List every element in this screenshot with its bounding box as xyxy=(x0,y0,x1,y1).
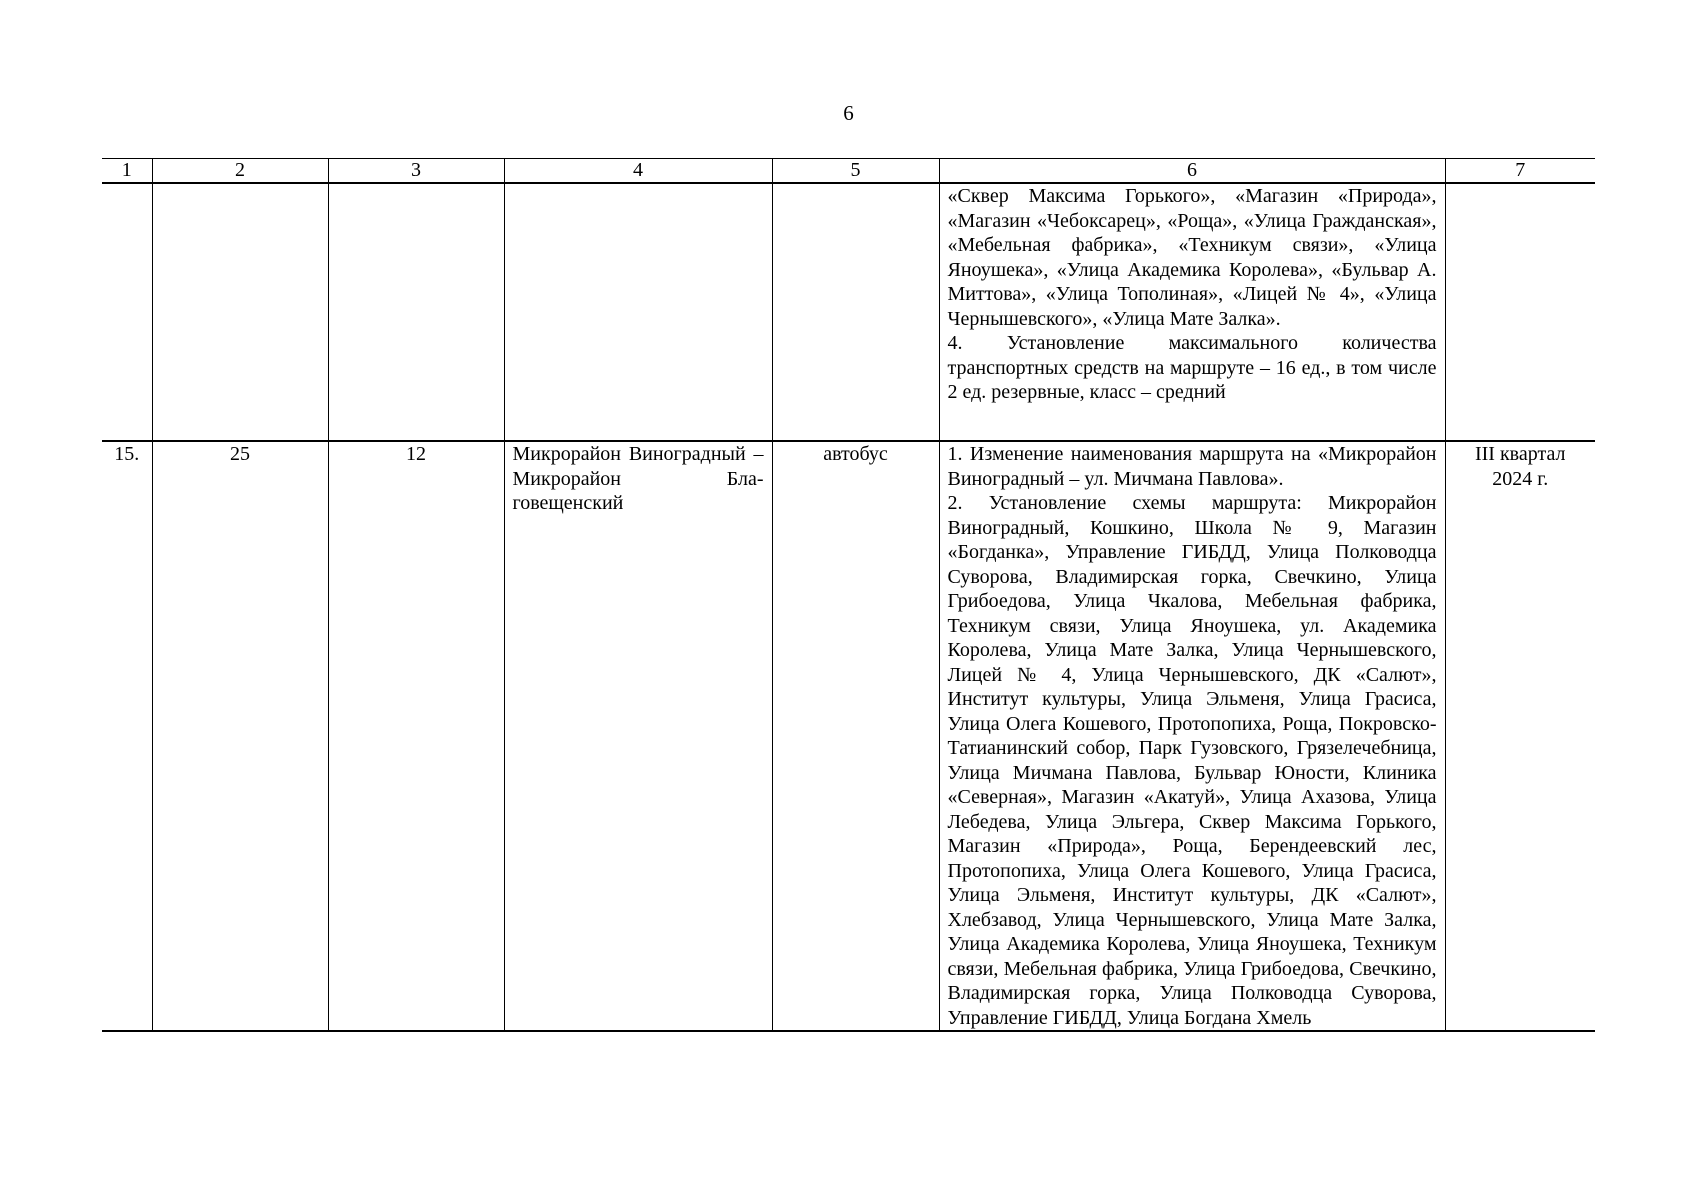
header-cell-1: 1 xyxy=(102,159,152,184)
header-cell-6: 6 xyxy=(939,159,1445,184)
cell-col3 xyxy=(328,183,504,441)
cell-changes xyxy=(939,183,1445,441)
changes-paragraph: «Сквер Максима Горького», «Магазин «Природа», «Магазин «Чебоксарец», «Роща», «Улица Гражданская», «Мебельная фабрика», «Техникум связи», «Улица Яноушека», «Улица Академика Королева», «Бульвар А. Миттова», «Улица Тополиная», «Лицей № 4», «Улица Чернышевского», «Улица Мате Залка». xyxy=(947,185,1437,330)
cell-col2: 25 xyxy=(152,441,328,1031)
cell-number xyxy=(102,183,152,441)
cell-period xyxy=(1445,183,1595,441)
changes-paragraph: 2. Установление схемы маршрута: Микрорайон Виноградный, Кошкино, Школа № 9, Магазин «Богданка», Управление ГИБДД, Улица Полководца Суворова, Владимирская горка, Свечкино, Улица Грибоедова, Улица Чкалова, Мебельная фабрика, Техникум связи, Улица Яноушека, ул. Академика Королева, Улица Мате Залка, Улица Чернышевского, Лицей № 4, Улица Чернышевского, ДК «Салют», Институт культуры, Улица Эльменя, Улица Грасиса, Улица Олега Кошевого, Протопопиха, Роща, Покровско-Татианинский собор, Парк Гузовского, Грязелечебница, Улица Мичмана Павлова, Бульвар Юности, Клиника «Северная», Магазин «Акатуй», Улица Ахазова, Улица Лебедева, Улица Эльгера, Сквер Максима Горького, Магазин «Природа», Роща, Берендеевский лес, Протопопиха, Улица Олега Кошевого, Улица Грасиса, Улица Эльменя, Институт культуры, ДК «Салют», Хлебзавод, Улица Чернышевского, Улица Мате Залка, Улица Академика Королева, Улица Яноушека, Техникум связи, Мебельная фабрика, Улица Грибоедова, Свечкино, Владимирская горка, Улица Полководца Суворова, Управление ГИБДД, Улица Богдана Хмель xyxy=(947,492,1437,1029)
cell-period: III квартал 2024 г. xyxy=(1445,441,1595,1031)
header-cell-3: 3 xyxy=(328,159,504,184)
cell-col3: 12 xyxy=(328,441,504,1031)
cell-route-name: Микрорайон Виноградный – Микрорайон Благовещенский xyxy=(504,441,772,1031)
route-table xyxy=(102,158,1595,1032)
cell-changes xyxy=(939,441,1445,1031)
cell-col2 xyxy=(152,183,328,441)
changes-paragraph: 4. Установление максимального количества транспортных средств на маршруте – 16 ед., в том числе 2 ед. резервные, класс – средний xyxy=(947,332,1437,403)
cell-transport-type xyxy=(772,183,939,441)
table-row-continuation xyxy=(102,183,1595,441)
cell-transport-type: автобус xyxy=(772,441,939,1031)
header-cell-4: 4 xyxy=(504,159,772,184)
changes-paragraph: 1. Изменение наименования маршрута на «Микрорайон Виноградный – ул. Мичмана Павлова». xyxy=(947,443,1437,490)
cell-number: 15. xyxy=(102,441,152,1031)
header-cell-7: 7 xyxy=(1445,159,1595,184)
header-cell-2: 2 xyxy=(152,159,328,184)
table-row-15 xyxy=(102,441,1595,1031)
header-cell-5: 5 xyxy=(772,159,939,184)
page-number: 6 xyxy=(843,101,854,125)
table-header-row xyxy=(102,159,1595,184)
cell-route-name xyxy=(504,183,772,441)
